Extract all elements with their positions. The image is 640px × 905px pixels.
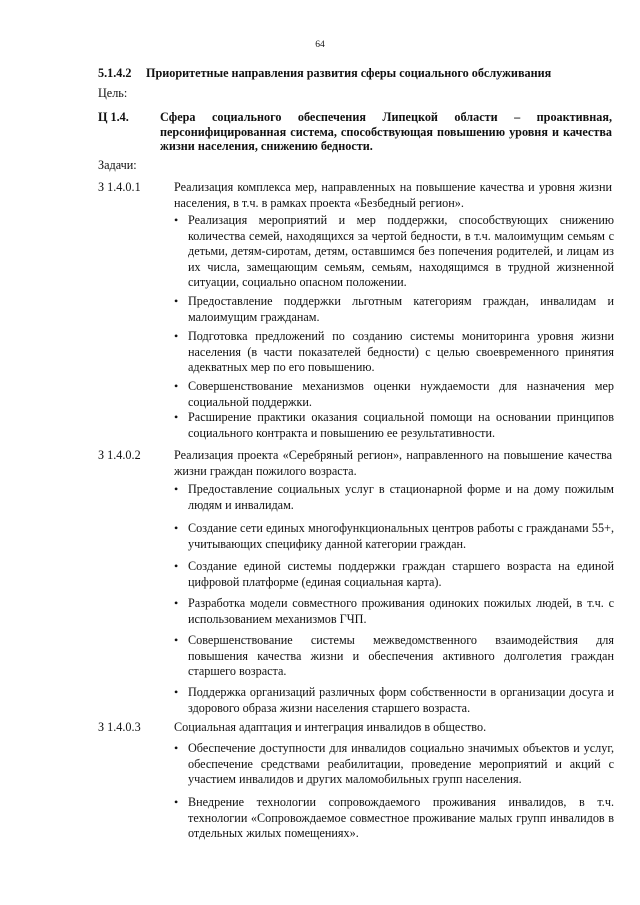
goal-text: Сфера социального обеспечения Липецкой области – проактивная, персонифицированная система, способствующая повышению уровня и качества жизни населения, снижению бедности. xyxy=(160,110,612,154)
list-item xyxy=(174,294,614,325)
goal-code: Ц 1.4. xyxy=(98,110,129,124)
list-item-text: Подготовка предложений по созданию системы мониторинга уровня жизни населения (в части показателей бедности) с целью своевременного принятия адекватных мер по его повышению. xyxy=(188,329,614,375)
bullet-icon: • xyxy=(174,482,179,496)
list-item-text: Поддержка организаций различных форм собственности в организации досуга и здорового образа жизни населения старшего возраста. xyxy=(188,685,614,715)
list-item xyxy=(174,379,614,410)
bullet-icon: • xyxy=(174,410,179,424)
bullet-icon: • xyxy=(174,294,179,308)
bullet-icon: • xyxy=(174,521,179,535)
list-item-text: Создание сети единых многофункциональных центров работы с гражданами 55+, учитывающих специфику данной категории граждан. xyxy=(188,521,614,551)
list-item xyxy=(174,741,614,788)
list-item xyxy=(174,685,614,716)
bullet-icon: • xyxy=(174,685,179,699)
list-item xyxy=(174,795,614,842)
task-code: З 1.4.0.3 xyxy=(98,720,141,734)
tasks-label: Задачи: xyxy=(98,158,137,172)
list-item-text: Внедрение технологии сопровождаемого проживания инвалидов, в т.ч. технологии «Сопровождаемое совместное проживание малых групп инвалидов в отдельных жилых помещениях». xyxy=(188,795,614,841)
bullet-icon: • xyxy=(174,379,179,393)
section-heading xyxy=(98,66,618,81)
list-item-text: Расширение практики оказания социальной помощи на основании принципов социального контракта и повышению ее результативности. xyxy=(188,410,614,440)
goal-label: Цель: xyxy=(98,86,128,100)
list-item-text: Реализация мероприятий и мер поддержки, способствующих снижению количества семей, находящихся за чертой бедности, в т.ч. малоимущим семьям с детьми, детям-сиротам, детям, оставшимся без попечения родителей, и лицам из их числа, замещающим семьям, семьям, находящимся в трудной жизненной ситуации, социально опасном положении. xyxy=(188,213,614,290)
bullet-icon: • xyxy=(174,213,179,227)
list-item xyxy=(174,596,614,627)
list-item xyxy=(174,329,614,376)
list-item-text: Предоставление поддержки льготным категориям граждан, инвалидам и малоимущим гражданам. xyxy=(188,294,614,324)
task-text: Реализация комплекса мер, направленных на повышение качества и уровня жизни населения, в т.ч. в рамках проекта «Безбедный регион». xyxy=(174,180,612,210)
list-item xyxy=(174,410,614,441)
list-item-text: Предоставление социальных услуг в стационарной форме и на дому пожилым людям и инвалидам. xyxy=(188,482,614,512)
task-code: З 1.4.0.2 xyxy=(98,448,141,462)
list-item xyxy=(174,213,614,291)
bullet-icon: • xyxy=(174,633,179,647)
list-item xyxy=(174,482,614,513)
list-item-text: Совершенствование механизмов оценки нуждаемости для назначения мер социальной поддержки. xyxy=(188,379,614,409)
task-code: З 1.4.0.1 xyxy=(98,180,141,194)
bullet-icon: • xyxy=(174,559,179,573)
list-item-text: Обеспечение доступности для инвалидов социально значимых объектов и услуг, обеспечение средствами реабилитации, проведение мероприятий и акций с участием инвалидов и других маломобильных групп населения. xyxy=(188,741,614,787)
list-item xyxy=(174,521,614,552)
bullet-icon: • xyxy=(174,795,179,809)
section-number: 5.1.4.2 xyxy=(98,66,132,80)
list-item-text: Совершенствование системы межведомственного взаимодействия для повышения качества жизни и обеспечения активного долголетия граждан старшего возраста. xyxy=(188,633,614,679)
bullet-icon: • xyxy=(174,329,179,343)
list-item xyxy=(174,633,614,680)
list-item-text: Создание единой системы поддержки граждан старшего возраста на единой цифровой платформе (единая социальная карта). xyxy=(188,559,614,589)
page-number: 64 xyxy=(315,40,325,50)
bullet-icon: • xyxy=(174,596,179,610)
list-item xyxy=(174,559,614,590)
section-title: Приоритетные направления развития сферы социального обслуживания xyxy=(146,66,552,80)
list-item-text: Разработка модели совместного проживания одиноких пожилых людей, в т.ч. с использованием механизмов ГЧП. xyxy=(188,596,614,626)
bullet-icon: • xyxy=(174,741,179,755)
task-text: Реализация проекта «Серебряный регион», направленного на повышение качества жизни граждан пожилого возраста. xyxy=(174,448,612,478)
task-text: Социальная адаптация и интеграция инвалидов в общество. xyxy=(174,720,487,734)
